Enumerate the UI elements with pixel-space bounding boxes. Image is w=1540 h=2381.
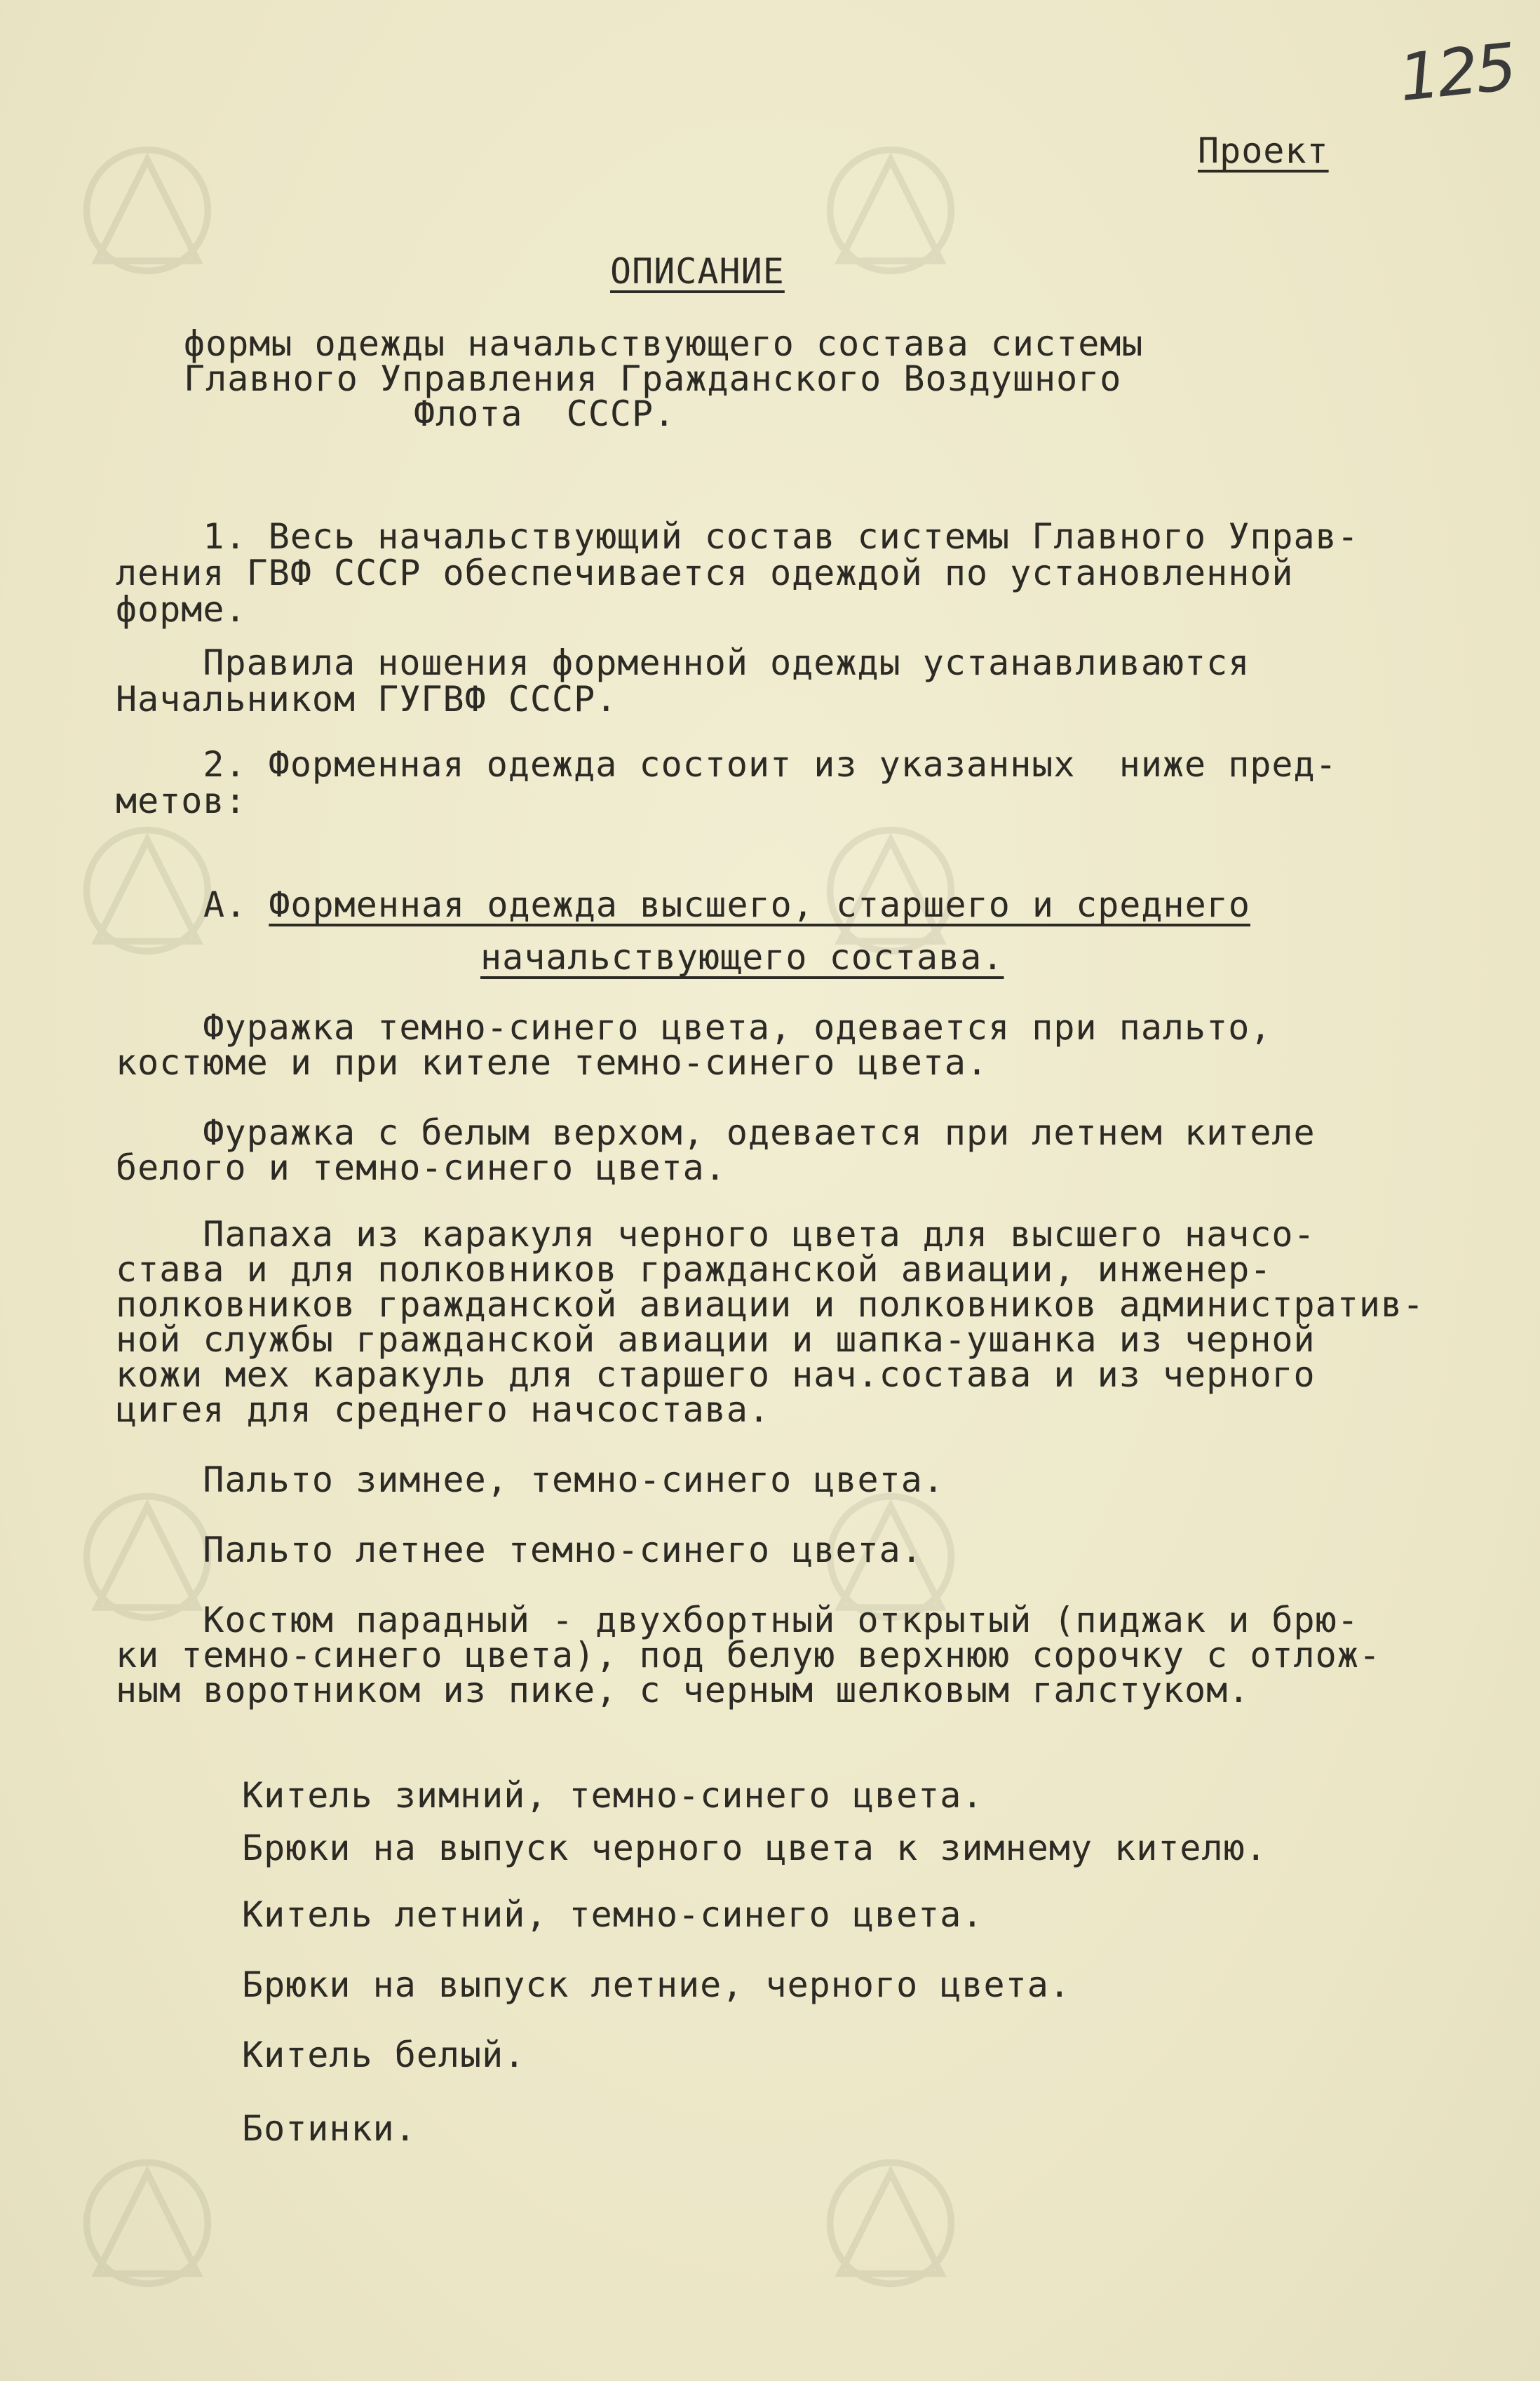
section-heading [203,884,1250,925]
list-item: Брюки на выпуск черного цвета к зимнему кителю. [242,1828,1267,1868]
document-title: ОПИСАНИЕ [610,251,785,292]
item-line: кожи мех каракуль для старшего нач.состава и из черного [116,1354,1316,1395]
list-item: Китель белый. [242,2035,526,2075]
list-item: Китель летний, темно-синего цвета. [242,1894,984,1935]
item-line: Пальто зимнее, темно-синего цвета. [116,1459,945,1500]
section-letter: А. [203,884,269,925]
paragraph-line: Правила ношения форменной одежды устанавливаются [116,642,1250,683]
subtitle-line: формы одежды начальствующего состава системы [184,323,1144,364]
item-line: ным воротником из пике, с черным шелковым галстуком. [116,1670,1250,1711]
paragraph-line: Начальником ГУГВФ СССР. [116,679,618,720]
paragraph-line: 2. Форменная одежда состоит из указанных ниже пред- [116,744,1337,785]
draft-label: Проект [1198,130,1329,171]
list-item: Китель зимний, темно-синего цвета. [242,1775,984,1816]
item-line: цигея для среднего начсостава. [116,1389,771,1430]
item-line: Фуражка с белым верхом, одевается при летнем кителе [116,1112,1316,1153]
item-line: Фуражка темно-синего цвета, одевается при пальто, [116,1007,1272,1048]
item-line: ки темно-синего цвета), под белую верхнюю сорочку с отлож- [116,1635,1381,1675]
item-line: Папаха из каракуля черного цвета для высшего начсо- [116,1214,1316,1255]
section-heading-text: начальствующего состава. [480,937,1004,978]
paragraph-line: форме. [116,589,247,630]
list-item: Ботинки. [242,2108,417,2149]
archive-emblem-watermark [63,2139,231,2307]
section-heading-text: Форменная одежда высшего, старшего и среднего [269,884,1250,925]
item-line: Пальто летнее темно-синего цвета. [116,1530,923,1570]
item-line: белого и темно-синего цвета. [116,1147,727,1188]
paragraph-line: метов: [116,781,247,821]
subtitle-line: Флота СССР. [414,393,676,434]
subtitle-line: Главного Управления Гражданского Воздушного [184,358,1122,399]
archive-emblem-watermark [806,2139,975,2307]
item-line: ной службы гражданской авиации и шапка-ушанка из черной [116,1319,1316,1360]
item-line: полковников гражданской авиации и полковников административ- [116,1284,1425,1325]
handwritten-folio-number: 125 [1395,29,1518,116]
archive-emblem-watermark [63,126,231,295]
item-line: костюме и при кителе темно-синего цвета. [116,1042,989,1083]
paragraph-line: 1. Весь начальствующий состав системы Главного Управ- [116,516,1359,557]
archive-emblem-watermark [806,126,975,295]
paragraph-line: ления ГВФ СССР обеспечивается одеждой по установленной [116,553,1294,593]
item-line: Костюм парадный - двухбортный открытый (пиджак и брю- [116,1600,1359,1640]
list-item: Брюки на выпуск летние, черного цвета. [242,1964,1071,2005]
item-line: става и для полковников гражданской авиации, инженер- [116,1249,1272,1290]
